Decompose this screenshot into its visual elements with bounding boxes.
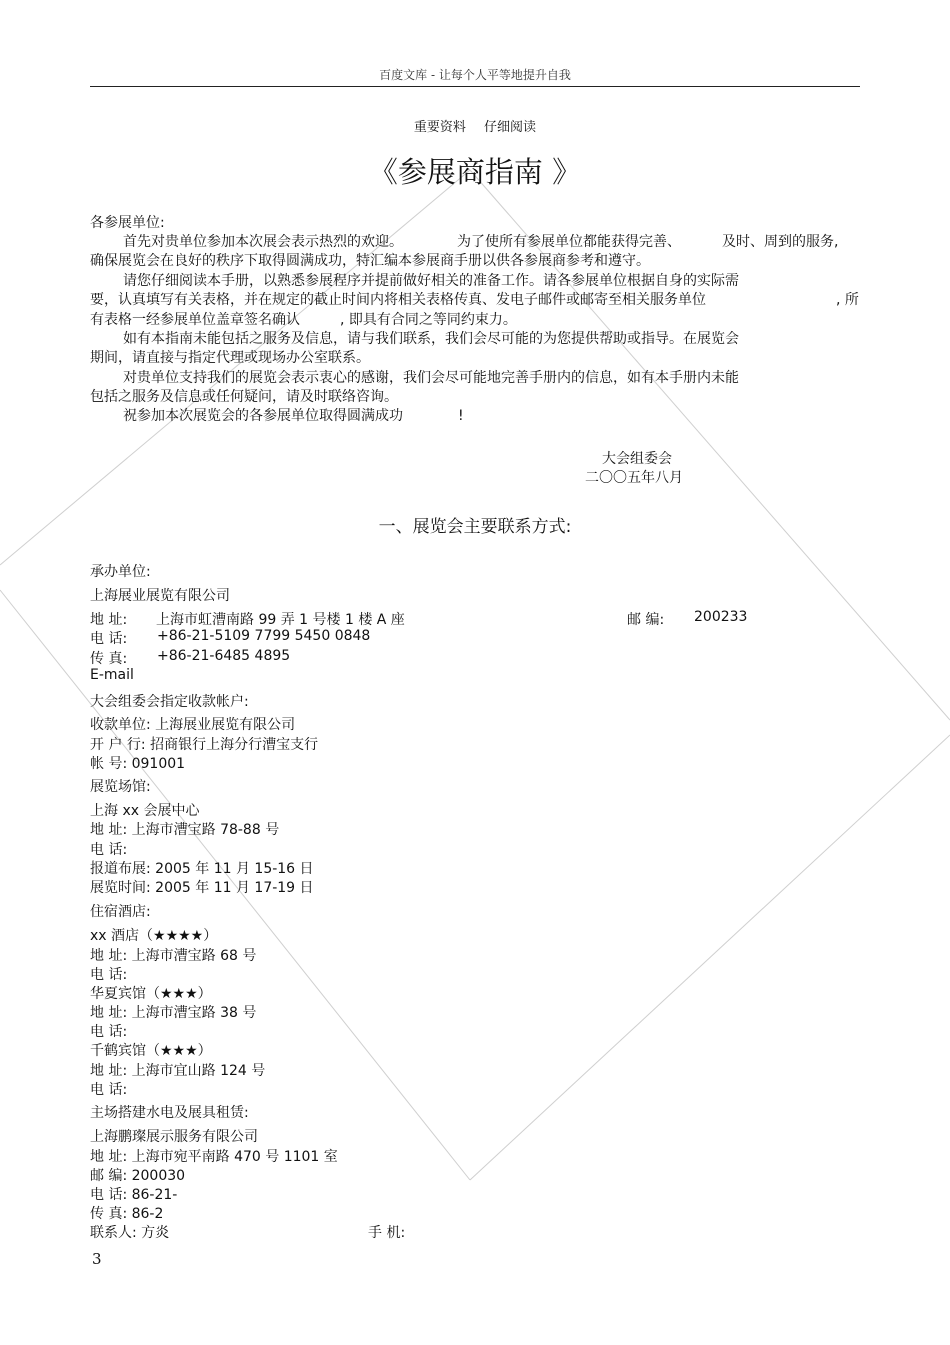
builder-phone: 电 话: 86-21-: [90, 1187, 178, 1203]
organizer-label: 承办单位:: [90, 564, 151, 580]
venue-phone: 电 话:: [90, 842, 128, 858]
fax-value: +86-21-6485 4895: [157, 648, 291, 664]
postcode-label: 邮 编:: [627, 612, 665, 628]
letter-line: 祝参加本次展览会的各参展单位取得圆满成功: [123, 408, 403, 424]
hotel-name: 千鹤宾馆（★★★）: [90, 1043, 212, 1059]
header-rule: [90, 86, 860, 87]
builder-name: 上海鹏璨展示服务有限公司: [90, 1129, 258, 1145]
letter-line: 确保展览会在良好的秩序下取得圆满成功，特汇编本参展商手册以供各参展商参考和遵守。: [90, 253, 650, 269]
builder-postcode: 邮 编: 200030: [90, 1168, 186, 1184]
move-in-dates: 报道布展: 2005 年 11 月 15-16 日: [90, 861, 314, 877]
mobile-label: 手 机:: [368, 1225, 406, 1241]
postcode-value: 200233: [694, 609, 748, 625]
builder-heading: 主场搭建水电及展具租赁:: [90, 1105, 249, 1121]
builder-address: 地 址: 上海市宛平南路 470 号 1101 室: [90, 1149, 338, 1165]
letter-line: 有表格一经参展单位盖章签名确认: [90, 312, 300, 328]
page-number: 3: [92, 1250, 102, 1268]
hotel-address: 地 址: 上海市宜山路 124 号: [90, 1063, 266, 1079]
letter-date: 二〇〇五年八月: [585, 470, 683, 486]
hotel-phone: 电 话:: [90, 967, 128, 983]
letter-line: 要，认真填写有关表格，并在规定的截止时间内将相关表格传真、发电子邮件或邮寄至相关服务单位: [90, 292, 706, 308]
letter-line: 为了使所有参展单位都能获得完善、: [457, 234, 681, 250]
letter-line: 期间，请直接与指定代理或现场办公室联系。: [90, 350, 370, 366]
venue-address: 地 址: 上海市漕宝路 78-88 号: [90, 822, 280, 838]
letter-line: 包括之服务及信息或任何疑问，请及时联络咨询。: [90, 389, 398, 405]
hotel-phone: 电 话:: [90, 1082, 128, 1098]
phone-label: 电 话:: [90, 631, 128, 647]
phone-value: +86-21-5109 7799 5450 0848: [157, 628, 371, 644]
hotel-address: 地 址: 上海市漕宝路 68 号: [90, 948, 257, 964]
hotel-heading: 住宿酒店:: [90, 904, 151, 920]
organizer-name: 上海展业展览有限公司: [90, 588, 230, 604]
document-title: 《参展商指南 》: [368, 155, 582, 189]
venue-heading: 展览场馆:: [90, 779, 151, 795]
account-heading: 大会组委会指定收款帐户:: [90, 694, 249, 710]
letter-line: 如有本指南未能包括之服务及信息，请与我们联系，我们会尽可能的为您提供帮助或指导。在展览会: [123, 331, 739, 347]
letter-line: !: [458, 408, 464, 424]
contact-person: 联系人: 方炎: [90, 1225, 170, 1241]
fax-label: 传 真:: [90, 651, 128, 667]
page-header: 百度文库 - 让每个人平等地提升自我: [379, 68, 571, 82]
account-number: 帐 号: 091001: [90, 756, 186, 772]
address-value: 上海市虹漕南路 99 弄 1 号楼 1 楼 A 座: [156, 612, 405, 628]
venue-name: 上海 xx 会展中心: [90, 803, 200, 819]
letter-line: 及时、周到的服务,: [722, 234, 839, 250]
hotel-address: 地 址: 上海市漕宝路 38 号: [90, 1005, 257, 1021]
letter-line: 对贵单位支持我们的展览会表示衷心的感谢，我们会尽可能地完善手册内的信息，如有本手册内未能: [123, 370, 739, 386]
bank: 开 户 行: 招商银行上海分行漕宝支行: [90, 737, 319, 753]
email-label: E-mail: [90, 667, 134, 683]
letter-line: , 即具有合同之等同约束力。: [340, 312, 517, 328]
letter-line: , 所: [836, 292, 859, 308]
address-label: 地 址:: [90, 612, 128, 628]
letter-line: 首先对贵单位参加本次展会表示热烈的欢迎。: [123, 234, 403, 250]
hotel-phone: 电 话:: [90, 1024, 128, 1040]
show-dates: 展览时间: 2005 年 11 月 17-19 日: [90, 880, 314, 896]
letter-line: 请您仔细阅读本手册，以熟悉参展程序并提前做好相关的准备工作。请各参展单位根据自身的实际需: [123, 273, 739, 289]
section-heading: 一、展览会主要联系方式:: [378, 517, 572, 537]
important-notice: 重要资料 仔细阅读: [413, 120, 537, 135]
signature: 大会组委会: [602, 451, 672, 467]
builder-fax: 传 真: 86-2: [90, 1206, 164, 1222]
hotel-name: 华夏宾馆（★★★）: [90, 986, 212, 1002]
payee: 收款单位: 上海展业展览有限公司: [90, 717, 296, 733]
hotel-name: xx 酒店（★★★★）: [90, 928, 218, 944]
salutation: 各参展单位:: [90, 215, 165, 231]
